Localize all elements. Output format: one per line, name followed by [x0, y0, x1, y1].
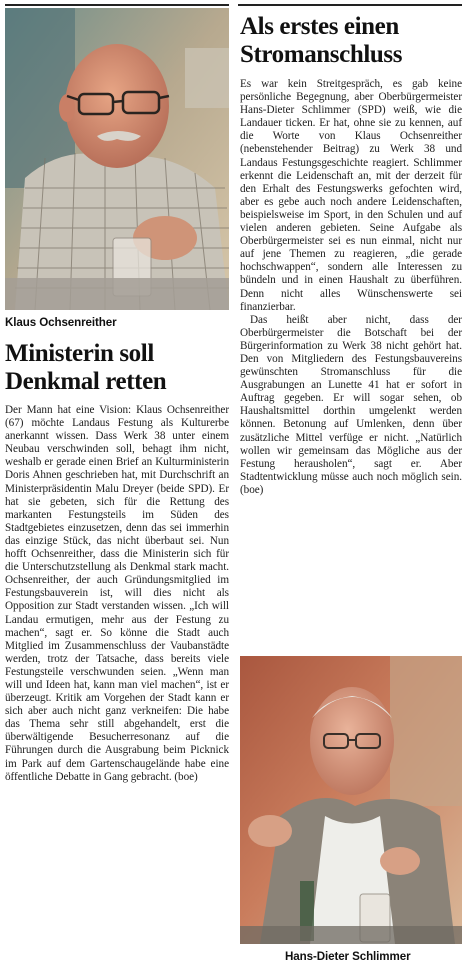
portrait-illustration [240, 656, 462, 944]
headline-line-1: Ministerin soll [5, 340, 154, 367]
portrait-illustration [5, 8, 229, 310]
article-body-left [5, 404, 229, 970]
headline-line-1: Als erstes einen [240, 13, 399, 40]
article-paragraph: Der Mann hat eine Vision: Klaus Ochsenreither (67) möchte Landaus Festung als Kulturerbe anerkannt wissen. Dass Werk 38 unter einem Neubau verschwinden soll, behagt ihm nicht, weshalb er gerade einen Brief an Kulturministerin Doris Ahnen geschrieben hat, mit Durchschrift an Ministerpräsidentin Malu Dreyer (beide SPD). Er hat sie gebeten, sich für die Rettung des markanten Festungsteils im Süden des Stadtgebietes einzusetzen, denn das sei immerhin das einzige Stück, das nicht überbaut sei. Nun hofft Ochsenreither, dass die Ministerin sich für die Unterschutzstellung als Denkmal stark macht. Ochsenreither, der auch Gründungsmitglied im Festungsbauverein ist, will dies nicht als Opposition zur Stadt verstanden wissen. „Ich will Landau ermutigen, mehr aus der Festung zu machen“, sagt er. So könne die Stadt auch Mitglied im Zusammenschluss der Vaubanstädte werden, trotz der Tatsache, dass bereits viele Festungsteile verschwunden seien. „Wenn man will und Ideen hat, kann man viel machen“, ist er überzeugt. Kritik am Vorgehen der Stadt kann er sich aber auch nicht ganz verkneifen: Die habe das Thema sehr still abgehandelt, erst die überwältigende Besucherresonanz auf die Führungen durch die Ausgrabung beim Picknick im Park auf dem Gartenschaugelände habe eine öffentliche Debatte in Gang gebracht. (boe) [5, 404, 229, 783]
headline-line-2: Stromanschluss [240, 41, 403, 68]
left-top-rule [5, 4, 229, 6]
article-body-right [240, 78, 462, 650]
photo-caption-hans-dieter: Hans-Dieter Schlimmer [285, 950, 411, 963]
article-paragraph-1: Es war kein Streitgespräch, es gab keine persönliche Begegnung, aber Oberbürgermeister Hans-Dieter Schlimmer (SPD) weiß, wie die Landauer ticken. Er hat, ohne sie zu kennen, auf die Worte von Klaus Ochsenreither (nebenstehender Beitrag) zu Werk 38 und Landaus Festungsgeschichte reagiert. Schlimmer erkennt die Leidenschaft an, mit der derzeit für den Erhalt des Festungswerks gefochten wird, aber es gebe auch noch andere Leidenschaften, beispielsweise im Sport, in den Schulen und auf vielen anderen gebieten. Seine Aufgabe als Oberbürgermeister sei es nun einmal, nicht nur auf jene Themen zu reagieren, „die gerade hochschwappen“, sondern alle Interessen zu bündeln und in einen Haushalt zu überführen. Denn nicht alles Wünschenswerte sei finanzierbar. [240, 78, 462, 313]
headline-stromanschluss [240, 13, 464, 69]
headline-line-2: Denkmal retten [5, 368, 167, 395]
photo-caption-klaus: Klaus Ochsenreither [5, 316, 117, 329]
right-top-rule [238, 4, 462, 6]
photo-hans-dieter-schlimmer [240, 656, 462, 944]
headline-ministerin [5, 340, 229, 396]
photo-klaus-ochsenreither [5, 8, 229, 310]
article-paragraph-2: Das heißt aber nicht, dass der Oberbürgermeister die Botschaft bei der Bürgerinformation zu Werk 38 nicht gehört hat. Den von Mitgliedern des Festungsbauvereins gewünschten Stromanschluss für die Ausgrabungen an Lunette 41 hat er sofort in Auftrag gegeben. Er will sogar sehen, ob Haushaltsmittel dorthin umgelenkt werden können. Betonung auf Umlenken, denn über zusätzliche Mittel verfüge er nicht. „Natürlich wollen wir gemeinsam das Mögliche aus der Festung herausholen“, sagt er. Aber Stadtentwicklung müsse auch noch möglich sein. (boe) [240, 313, 462, 496]
